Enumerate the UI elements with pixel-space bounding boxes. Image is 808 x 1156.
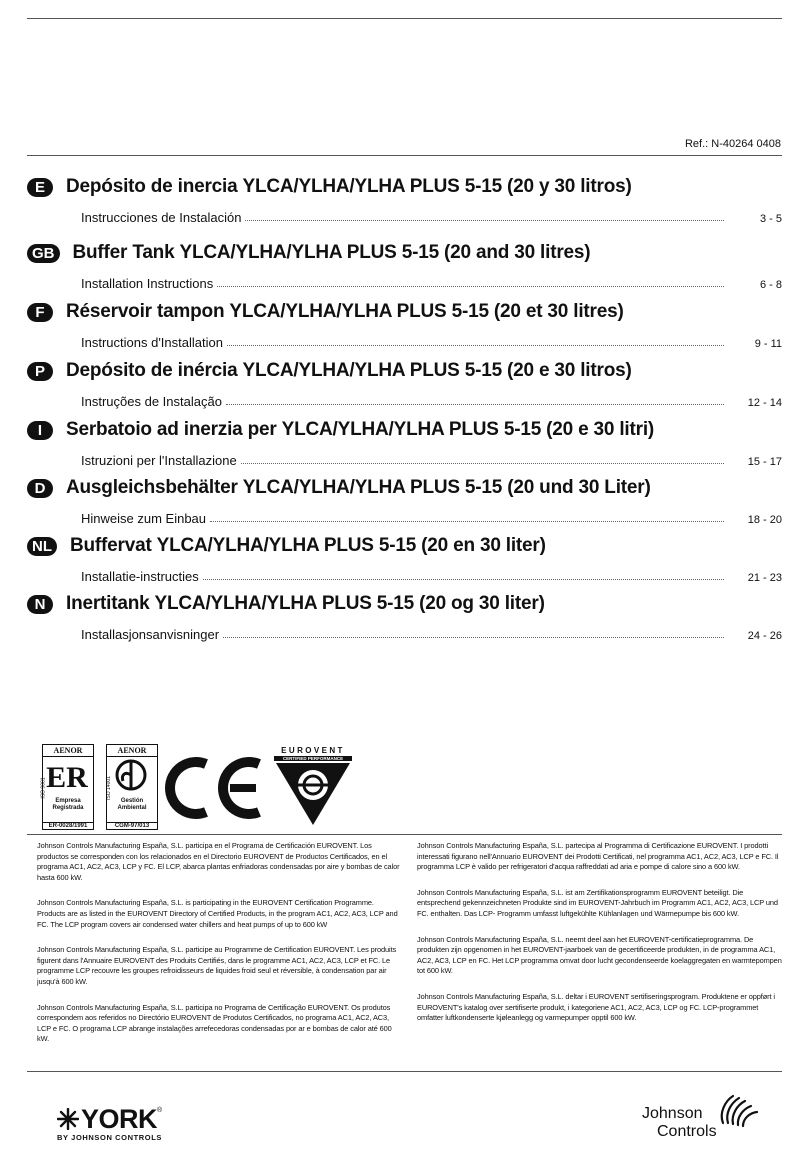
- language-badge: I: [27, 421, 53, 440]
- toc-entry-gb[interactable]: [27, 238, 782, 297]
- entry-subtitle: Hinweise zum Einbau: [81, 511, 207, 526]
- aenor-code: ER-0028/1991: [43, 822, 93, 829]
- aenor-line-2: Registrada: [52, 805, 84, 811]
- product-models: YLCA/YLHA/YLHA PLUS 5-15 (20 und 30 Liter): [242, 477, 651, 498]
- entry-title: [73, 242, 591, 264]
- entry-subtitle: Installatie-instructies: [81, 569, 199, 584]
- table-of-contents: [27, 172, 782, 647]
- certification-rule: [27, 834, 782, 835]
- entry-subtitle: Installation Instructions: [81, 276, 214, 291]
- toc-entry-nl[interactable]: [27, 531, 782, 589]
- toc-entry-p[interactable]: [27, 356, 782, 415]
- note-en: Johnson Controls Manufacturing España, S.L. is participating in the EUROVENT Certification Programme. Products are as listed in the EUROVENT Directory of Certified Products, in the program AC1, AC2, AC3, LCP and FC. The LCP program covers air condensed water chillers and heat pumps of up to 600 kW: [37, 898, 398, 929]
- language-badge: NL: [27, 537, 57, 556]
- product-name: Ausgleichsbehälter: [66, 477, 238, 498]
- notes-right-column: [417, 841, 783, 1039]
- toc-entry-f[interactable]: [27, 297, 782, 356]
- svg-text:ER: ER: [46, 761, 88, 793]
- note-pt: Johnson Controls Manufacturing España, S.L. participa no Programa de Certificação EUROVENT. Os produtos correspondem aos referidos no Directório EUROVENT de Produtos Certificados, no programa AC1, AC2, AC3, LCP e FC. O programa LCP abrange instalações arrefecedoras condensadas por ar e bombas de calor até 600 kW.: [37, 1002, 392, 1044]
- york-logo: [57, 1104, 163, 1142]
- language-badge: GB: [27, 244, 60, 263]
- reference-number: Ref.: N-40264 0408: [684, 138, 781, 150]
- toc-entry-i[interactable]: [27, 415, 782, 473]
- york-trademark: ®: [157, 1107, 163, 1114]
- toc-entry-e[interactable]: [27, 172, 782, 238]
- certification-logos: [42, 744, 352, 830]
- page-range: 18 - 20: [747, 514, 782, 526]
- product-name: Depósito de inércia: [66, 360, 238, 381]
- note-es: Johnson Controls Manufacturing España, S.L. participa en el Programa de Certificación EUROVENT. Los productos se corresponden con los relacionados en el Directorio EUROVENT de Productos Certificados, en el programa AC1, AC2, AC3, LCP y FC. El LCP, abarca plantas enfriadoras condensadas por aire y bombas de calor hasta 600 kW.: [37, 841, 400, 882]
- entry-subtitle: Instrucciones de Instalación: [81, 210, 242, 225]
- notes-left-column: [37, 841, 403, 1060]
- jc-line-2: Controls: [657, 1123, 717, 1140]
- dot-leader: [203, 579, 724, 580]
- aenor-code: CGM-97/013: [107, 822, 157, 829]
- eurovent-tagline: CERTIFIED PERFORMANCE: [274, 756, 352, 761]
- jc-swirl-icon: [715, 1093, 761, 1131]
- product-models: YLCA/YLHA/YLHA PLUS 5-15 (20 og 30 liter): [154, 593, 545, 614]
- note-de: Johnson Controls Manufacturing España, S.L. ist am Zertifikationsprogramm EUROVENT beteiligt. Die entsprechend gekennzeichneten Produkte sind im EUROVENT-Jahrbuch im Programm AC1, AC2, AC3, LCP und FC. enthalten. Das LCP- Programm umfasst luftgekühlte Kühlanlagen und Wärmepumpe bis 600 kW.: [417, 887, 778, 918]
- product-models: YLCA/YLHA/YLHA PLUS 5-15 (20 e 30 litri): [281, 419, 655, 440]
- footer-rule: [27, 1071, 782, 1072]
- snowflake-icon: [57, 1108, 79, 1130]
- eurovent-logo: [274, 746, 352, 830]
- ce-mark: [164, 756, 264, 820]
- york-tagline: BY JOHNSON CONTROLS: [57, 1133, 163, 1142]
- york-wordmark: YORK: [81, 1104, 158, 1134]
- dot-leader: [223, 637, 724, 638]
- page-range: 6 - 8: [759, 279, 782, 291]
- iso-label: ISO 14001: [105, 776, 112, 800]
- dot-leader: [217, 286, 724, 287]
- dot-leader: [227, 345, 724, 346]
- entry-title: [66, 176, 632, 198]
- gestion-ambiental-mark-icon: [107, 757, 156, 793]
- entry-title: [66, 419, 654, 441]
- aenor-line-1: Gestión: [120, 798, 144, 804]
- note-fr: Johnson Controls Manufacturing España, S.L. participe au Programme de Certification EUROVENT. Les produits figurent dans l'Annuaire EUROVENT des Produits Certifiés, dans le programme AC1, AC2, AC3, LCP et FC. Le programme LCP recouvre les groupes refroidisseurs de liquides froid seul et réversible, à condensation par air jusqu'à 600 kW.: [37, 945, 397, 986]
- page-range: 9 - 11: [754, 338, 782, 350]
- language-badge: D: [27, 479, 53, 498]
- product-name: Depósito de inercia: [66, 176, 238, 197]
- note-nl: Johnson Controls Manufacturing España, S.L. neemt deel aan het EUROVENT-certificatieprogramma. De produkten zijn opgenomen in het EUROVENT-jaarboek van de gecertificeerde produkten, in de programma AC1, AC2, AC3, LCP en FC. Het LCP programma omvat door lucht gecondenseerde koelaggregaten en warmtepompen tot 600 kW.: [417, 934, 782, 976]
- note-it: Johnson Controls Manufacturing España, S.L. partecipa al Programma di Certificazione EUROVENT. I prodotti interessati figurano nell'Annuario EUROVENT dei Prodotti Certificati, nel programma AC1, AC2, AC3, LCP e FC. Il programma LCP è valido per refrigeratori d'acqua raffreddati ad aria e pompe di calore sino a 600 kW.: [417, 841, 779, 872]
- jc-line-1: Johnson: [642, 1105, 703, 1122]
- aenor-gestion-logo: [106, 744, 158, 830]
- entry-subtitle: Installasjonsanvisninger: [81, 627, 220, 642]
- reference-rule: [27, 155, 782, 156]
- entry-title: [66, 360, 632, 382]
- product-name: Buffervat: [70, 535, 152, 556]
- er-mark-icon: [43, 757, 92, 793]
- toc-entry-d[interactable]: [27, 473, 782, 531]
- language-badge: E: [27, 178, 53, 197]
- page-range: 24 - 26: [747, 630, 782, 642]
- product-models: YLCA/YLHA/YLHA PLUS 5-15 (20 e 30 litros): [242, 360, 632, 381]
- entry-title: [66, 301, 624, 323]
- ce-mark-icon: [164, 756, 264, 820]
- entry-title: [66, 593, 545, 615]
- product-models: YLCA/YLHA/YLHA PLUS 5-15 (20 et 30 litres): [229, 301, 624, 322]
- entry-subtitle: Instructions d'Installation: [81, 335, 223, 350]
- entry-subtitle: Istruzioni per l'Installazione: [81, 453, 237, 468]
- entry-title: [70, 535, 546, 557]
- product-models: YLCA/YLHA/YLHA PLUS 5-15 (20 en 30 liter): [156, 535, 546, 556]
- language-badge: N: [27, 595, 53, 614]
- top-rule: [27, 18, 782, 19]
- eurovent-name: EUROVENT: [281, 746, 345, 755]
- page-range: 12 - 14: [747, 397, 782, 409]
- entry-subtitle: Instruções de Instalação: [81, 394, 222, 409]
- dot-leader: [210, 521, 724, 522]
- page-range: 15 - 17: [747, 456, 782, 468]
- product-models: YLCA/YLHA/YLHA PLUS 5-15 (20 y 30 litros): [242, 176, 632, 197]
- iso-label: ISO 9001: [40, 777, 47, 799]
- note-no: Johnson Controls Manufacturing España, S.L. deltar i EUROVENT sertifiseringsprogram. Produktene er oppført i EUROVENT's katalog over sertifiserte produkt, i kategoriene AC1, AC2, AC3, LCP og FC. LCP-programmet omfatter luftkondenserte kjøleanlegg og varmepumper opptil 600 kW.: [417, 991, 775, 1023]
- dot-leader: [241, 463, 724, 464]
- product-name: Inertitank: [66, 593, 150, 614]
- product-name: Serbatoio ad inerzia per: [66, 419, 277, 440]
- eurovent-triangle-icon: [274, 761, 352, 827]
- entry-title: [66, 477, 651, 499]
- aenor-header: AENOR: [107, 745, 157, 757]
- aenor-line-2: Ambiental: [117, 805, 147, 811]
- toc-entry-n[interactable]: [27, 589, 782, 647]
- product-name: Buffer Tank: [72, 242, 175, 263]
- aenor-header: AENOR: [43, 745, 93, 757]
- johnson-controls-logo: [642, 1093, 761, 1141]
- product-name: Réservoir tampon: [66, 301, 225, 322]
- aenor-line-1: Empresa: [55, 798, 81, 804]
- product-models: YLCA/YLHA/YLHA PLUS 5-15 (20 and 30 litres): [179, 242, 591, 263]
- page-range: 21 - 23: [747, 572, 782, 584]
- dot-leader: [226, 404, 724, 405]
- language-badge: P: [27, 362, 53, 381]
- aenor-er-logo: [42, 744, 94, 830]
- page-range: 3 - 5: [759, 213, 782, 225]
- dot-leader: [245, 220, 724, 221]
- language-badge: F: [27, 303, 53, 322]
